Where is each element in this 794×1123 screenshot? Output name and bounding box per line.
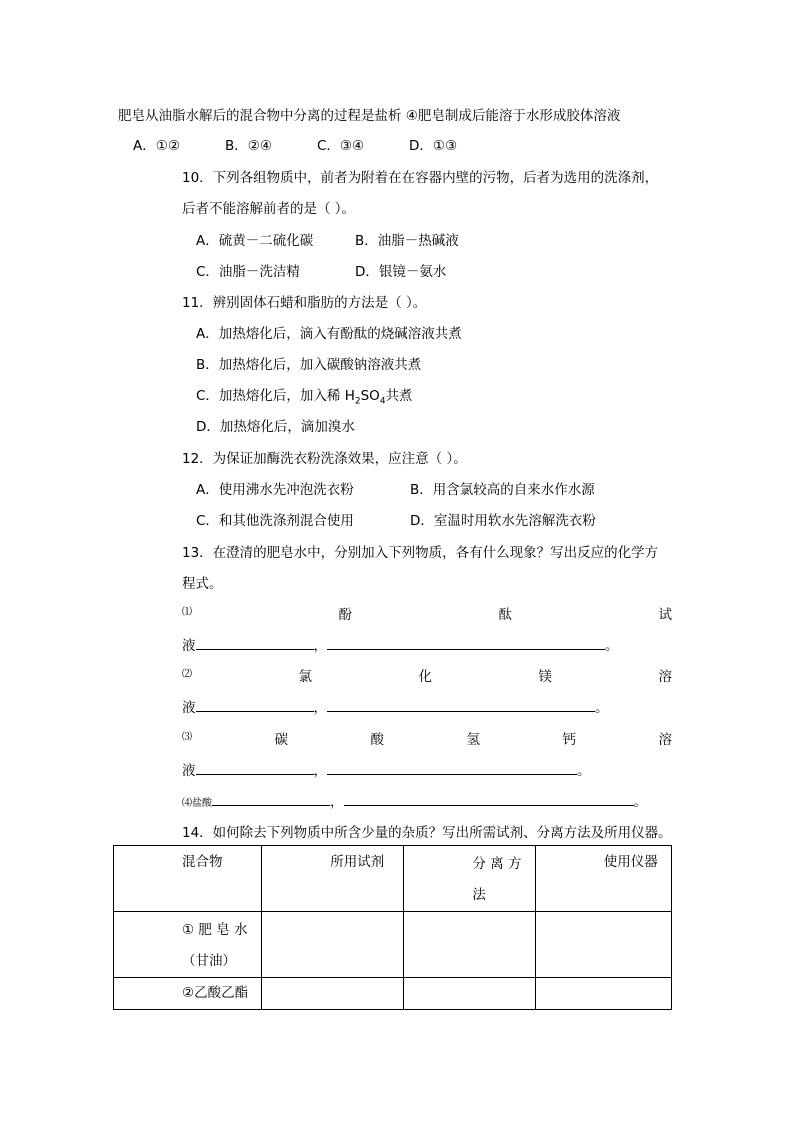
q13-blank-1a[interactable] (196, 635, 314, 650)
q13-item1-line: ⑴ 酚 酞 试 (182, 607, 672, 623)
q14-stem: 14．如何除去下列物质中所含少量的杂质？写出所需试剂、分离方法及所用仪器。 (182, 825, 672, 841)
q9-option-b: B．②④ (225, 138, 272, 154)
q13-blank-3b[interactable] (327, 760, 577, 775)
row2-mixture: ②乙酸乙酯 (182, 985, 249, 1001)
q12-option-a: A．使用沸水先冲泡洗衣粉 (196, 482, 354, 498)
q10-option-a: A．硫黄－二硫化碳 (196, 233, 314, 249)
q13-item2-answer: 液 ， 。 (182, 696, 609, 716)
q11-option-c: C．加热熔化后，加入稀 $H_2SO_4$共煮 (196, 388, 413, 407)
q12-option-d: D．室温时用软水先溶解洗衣粉 (410, 513, 596, 529)
header-instrument: 使用仪器 (603, 854, 658, 870)
q13-item3-line: ⑶ 碳 酸 氢 钙 溶 (182, 732, 672, 748)
q12-option-c: C．和其他洗涤剂混合使用 (196, 513, 354, 529)
q9-option-c: C．③④ (317, 138, 365, 154)
q13-blank-1b[interactable] (327, 635, 605, 650)
q10-option-b: B．油脂－热碱液 (355, 233, 459, 249)
q12-option-b: B．用含氯较高的自来水作水源 (410, 482, 595, 498)
q12-stem: 12．为保证加酶洗衣粉洗涤效果，应注意（ ）。 (182, 451, 467, 467)
intro-line: 肥皂从油脂水解后的混合物中分离的过程是盐析 ④肥皂制成后能溶于水形成胶体溶液 (118, 108, 621, 124)
table-row (114, 912, 672, 978)
row1-separation-cell[interactable] (404, 912, 535, 978)
q13-blank-2b[interactable] (327, 697, 595, 712)
row1-mixture: ① 肥 皂 水（甘油） (182, 922, 248, 969)
q11-option-b: B．加热熔化后，加入碳酸钠溶液共煮 (196, 357, 422, 373)
q13-item2-line: ⑵ 氯 化 镁 溶 (182, 669, 672, 685)
table-header-row (114, 846, 672, 912)
header-mixture: 混合物 (182, 854, 223, 870)
q9-option-d: D．①③ (409, 138, 458, 154)
header-reagent: 所用试剂 (330, 854, 385, 870)
header-separation: 分 离 方 法 (472, 856, 522, 903)
row1-reagent-cell[interactable] (262, 912, 404, 978)
q10-stem-line1: 10．下列各组物质中，前者为附着在在容器内壁的污物，后者为选用的洗涤剂， (182, 170, 659, 186)
table-row (114, 978, 672, 1010)
q13-blank-3a[interactable] (196, 760, 314, 775)
q11-stem: 11．辨别固体石蜡和脂肪的方法是（ ）。 (182, 295, 427, 311)
q13-blank-4a[interactable] (212, 791, 330, 806)
q13-stem-line2: 程式。 (182, 576, 223, 592)
q10-option-d: D．银镜－氨水 (355, 264, 447, 280)
q14-table (113, 845, 672, 1010)
q13-item4-answer: ⑷盐酸 ， 。 (182, 790, 647, 810)
q9-options (133, 134, 501, 154)
q13-stem-line1: 13．在澄清的肥皂水中，分别加入下列物质，各有什么现象？写出反应的化学方 (182, 545, 659, 561)
row2-instrument-cell[interactable] (535, 978, 671, 1010)
q13-item3-answer: 液 ， 。 (182, 759, 591, 779)
q11-option-a: A．加热熔化后，滴入有酚酞的烧碱溶液共煮 (196, 326, 462, 342)
q9-option-a: A．①② (133, 138, 180, 154)
q13-item1-answer: 液 ， 。 (182, 634, 619, 654)
q13-blank-4b[interactable] (344, 791, 634, 806)
row2-reagent-cell[interactable] (262, 978, 404, 1010)
q10-option-c: C．油脂－洗洁精 (196, 264, 300, 280)
q10-stem-line2: 后者不能溶解前者的是（ ）。 (182, 201, 356, 217)
q11-option-d: D．加热熔化后，滴加溴水 (196, 419, 355, 435)
q13-blank-2a[interactable] (196, 697, 314, 712)
row1-instrument-cell[interactable] (535, 912, 671, 978)
row2-separation-cell[interactable] (404, 978, 535, 1010)
